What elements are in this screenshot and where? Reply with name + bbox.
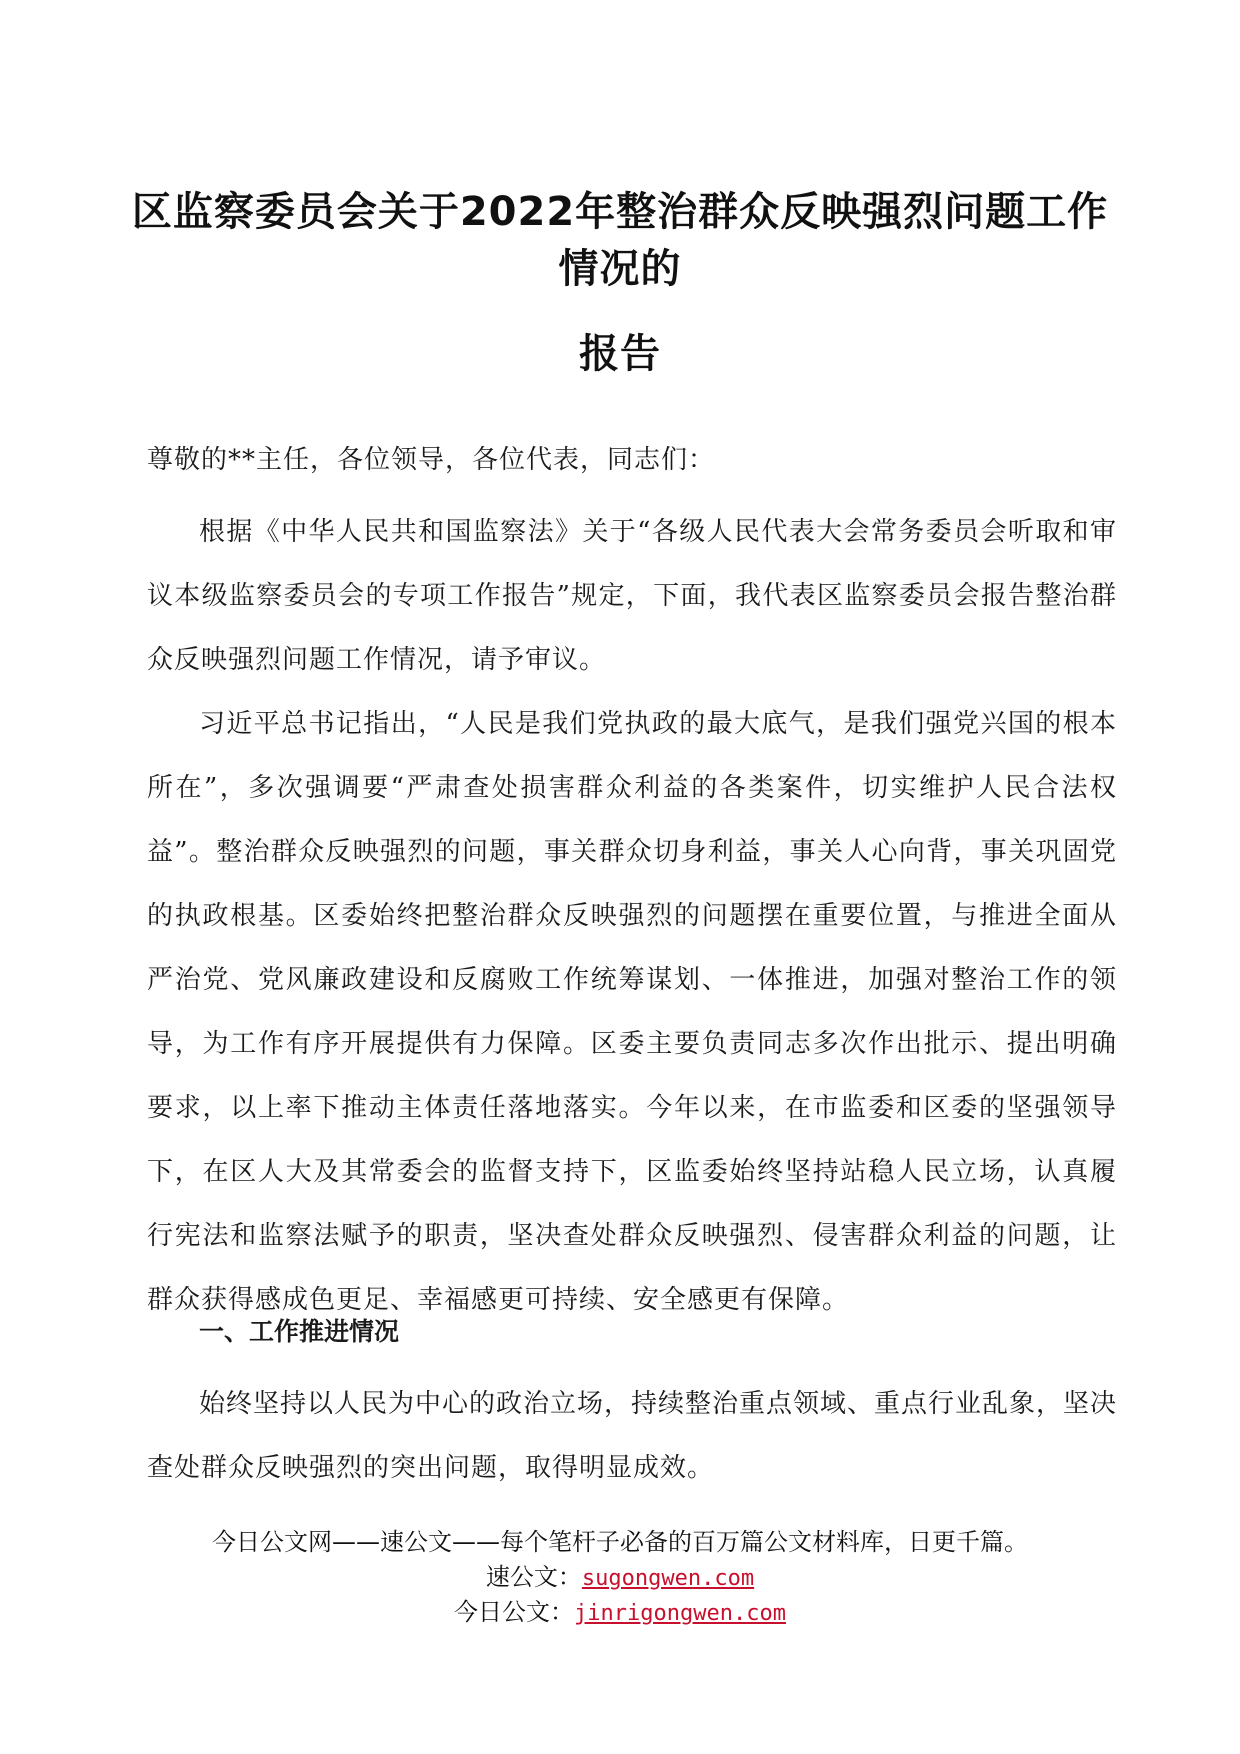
footer-sugongwen-link[interactable]: sugongwen.com <box>581 1566 755 1591</box>
footer-promo-text: 今日公文网——速公文——每个笔杆子必备的百万篇公文材料库，日更千篇。 <box>212 1528 1028 1556</box>
paragraph-2: 习近平总书记指出，“人民是我们党执政的最大底气，是我们强党兴国的根本所在”，多次强调要“严肃查处损害群众利益的各类案件，切实维护人民合法权益”。整治群众反映强烈的问题，事关群众切身利益，事关人心向背，事关巩固党的执政根基。区委始终把整治群众反映强烈的问题摆在重要位置，与推进全面从严治党、党风廉政建设和反腐败工作统筹谋划、一体推进，加强对整治工作的领导，为工作有序开展提供有力保障。区委主要负责同志多次作出批示、提出明确要求，以上率下推动主体责任落地落实。今年以来，在市监委和区委的坚强领导下，在区人大及其常委会的监督支持下，区监委始终坚持站稳人民立场，认真履行宪法和监察法赋予的职责，坚决查处群众反映强烈、侵害群众利益的问题，让群众获得感成色更足、幸福感更可持续、安全感更有保障。 <box>147 709 1117 1315</box>
document-title-line-2: 报告 <box>579 331 661 377</box>
footer-jinrigongwen <box>0 1592 1240 1627</box>
section-heading: 一、工作推进情况 <box>199 1317 400 1346</box>
paragraph-1: 根据《中华人民共和国监察法》关于“各级人民代表大会常务委员会听取和审议本级监察委员会的专项工作报告”规定，下面，我代表区监察委员会报告整治群众反映强烈问题工作情况，请予审议。 <box>147 517 1117 675</box>
salutation: 尊敬的**主任，各位领导，各位代表，同志们： <box>147 445 716 475</box>
footer-jinrigongwen-link[interactable]: jinrigongwen.com <box>574 1601 786 1626</box>
section-paragraph: 始终坚持以人民为中心的政治立场，持续整治重点领域、重点行业乱象，坚决查处群众反映强烈的突出问题，取得明显成效。 <box>147 1389 1118 1483</box>
footer-jinrigongwen-label: 今日公文： <box>454 1598 575 1626</box>
document-title-line-1: 区监察委员会关于2022年整治群众反映强烈问题工作情况的 <box>131 189 1109 292</box>
footer-sugongwen <box>0 1557 1240 1592</box>
footer-sugongwen-label: 速公文： <box>485 1563 582 1591</box>
